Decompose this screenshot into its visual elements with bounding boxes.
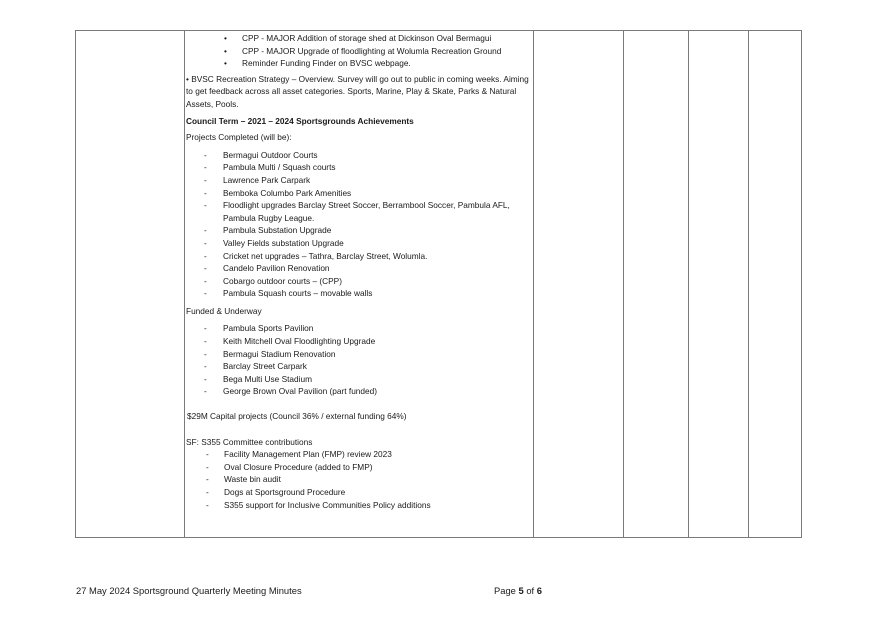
column-divider (688, 31, 689, 537)
minutes-content-cell (185, 31, 530, 511)
list-item: • Reminder Funding Finder on BVSC webpage. (186, 57, 530, 70)
list-item: - Bega Multi Use Stadium (186, 373, 530, 386)
funded-list (186, 322, 530, 398)
list-item: - Pambula Sports Pavilion (186, 322, 530, 335)
strategy-paragraph: • BVSC Recreation Strategy – Overview. Survey will go out to public in coming weeks. Aiming to get feedback across all asset categories. Sports, Marine, Play & Skate, Parks & Natural Assets, Pools. (186, 73, 529, 109)
list-item: • CPP - MAJOR Upgrade of floodlighting at Wolumla Recreation Ground (186, 45, 530, 58)
footer-title: 27 May 2024 Sportsground Quarterly Meeting Minutes (76, 585, 302, 596)
list-item: - Keith Mitchell Oval Floodlighting Upgrade (186, 335, 530, 348)
list-item: - Bemboka Columbo Park Amenities (186, 187, 530, 200)
list-item: - Pambula Multi / Squash courts (186, 161, 530, 174)
completed-heading: Projects Completed (will be): (186, 132, 292, 143)
list-item: - Barclay Street Carpark (186, 360, 530, 373)
minutes-table (75, 30, 802, 538)
s355-list (186, 448, 530, 511)
list-item: - Bermagui Stadium Renovation (186, 348, 530, 361)
list-item: - George Brown Oval Pavilion (part funded) (186, 385, 530, 398)
list-item: - Candelo Pavilion Renovation (186, 262, 530, 275)
list-item: - Lawrence Park Carpark (186, 174, 530, 187)
column-divider (533, 31, 534, 537)
list-item: - Oval Closure Procedure (added to FMP) (186, 461, 530, 474)
achievements-heading: Council Term – 2021 – 2024 Sportsgrounds Achievements (186, 115, 414, 126)
cpp-bullet-list (186, 32, 530, 70)
page-number: Page 5 of 6 (494, 585, 542, 596)
list-item: - Cobargo outdoor courts – (CPP) (186, 275, 530, 288)
capital-projects-text: $29M Capital projects (Council 36% / external funding 64%) (187, 411, 407, 422)
completed-list (186, 149, 530, 300)
list-item: - Facility Management Plan (FMP) review 2023 (186, 448, 530, 461)
list-item: - Dogs at Sportsground Procedure (186, 486, 530, 499)
column-divider (748, 31, 749, 537)
list-item: - Floodlight upgrades Barclay Street Soccer, Berrambool Soccer, Pambula AFL, Pambula Rugby League. (186, 199, 530, 224)
list-item: - Pambula Substation Upgrade (186, 224, 530, 237)
list-item: • CPP - MAJOR Addition of storage shed at Dickinson Oval Bermagui (186, 32, 530, 45)
s355-heading: SF: S355 Committee contributions (186, 436, 313, 447)
column-divider (623, 31, 624, 537)
list-item: - Valley Fields substation Upgrade (186, 237, 530, 250)
list-item: - Cricket net upgrades – Tathra, Barclay Street, Wolumla. (186, 250, 530, 263)
list-item: - S355 support for Inclusive Communities Policy additions (186, 499, 530, 512)
list-item: - Pambula Squash courts – movable walls (186, 287, 530, 300)
funded-heading: Funded & Underway (186, 305, 262, 316)
list-item: - Bermagui Outdoor Courts (186, 149, 530, 162)
list-item: - Waste bin audit (186, 473, 530, 486)
